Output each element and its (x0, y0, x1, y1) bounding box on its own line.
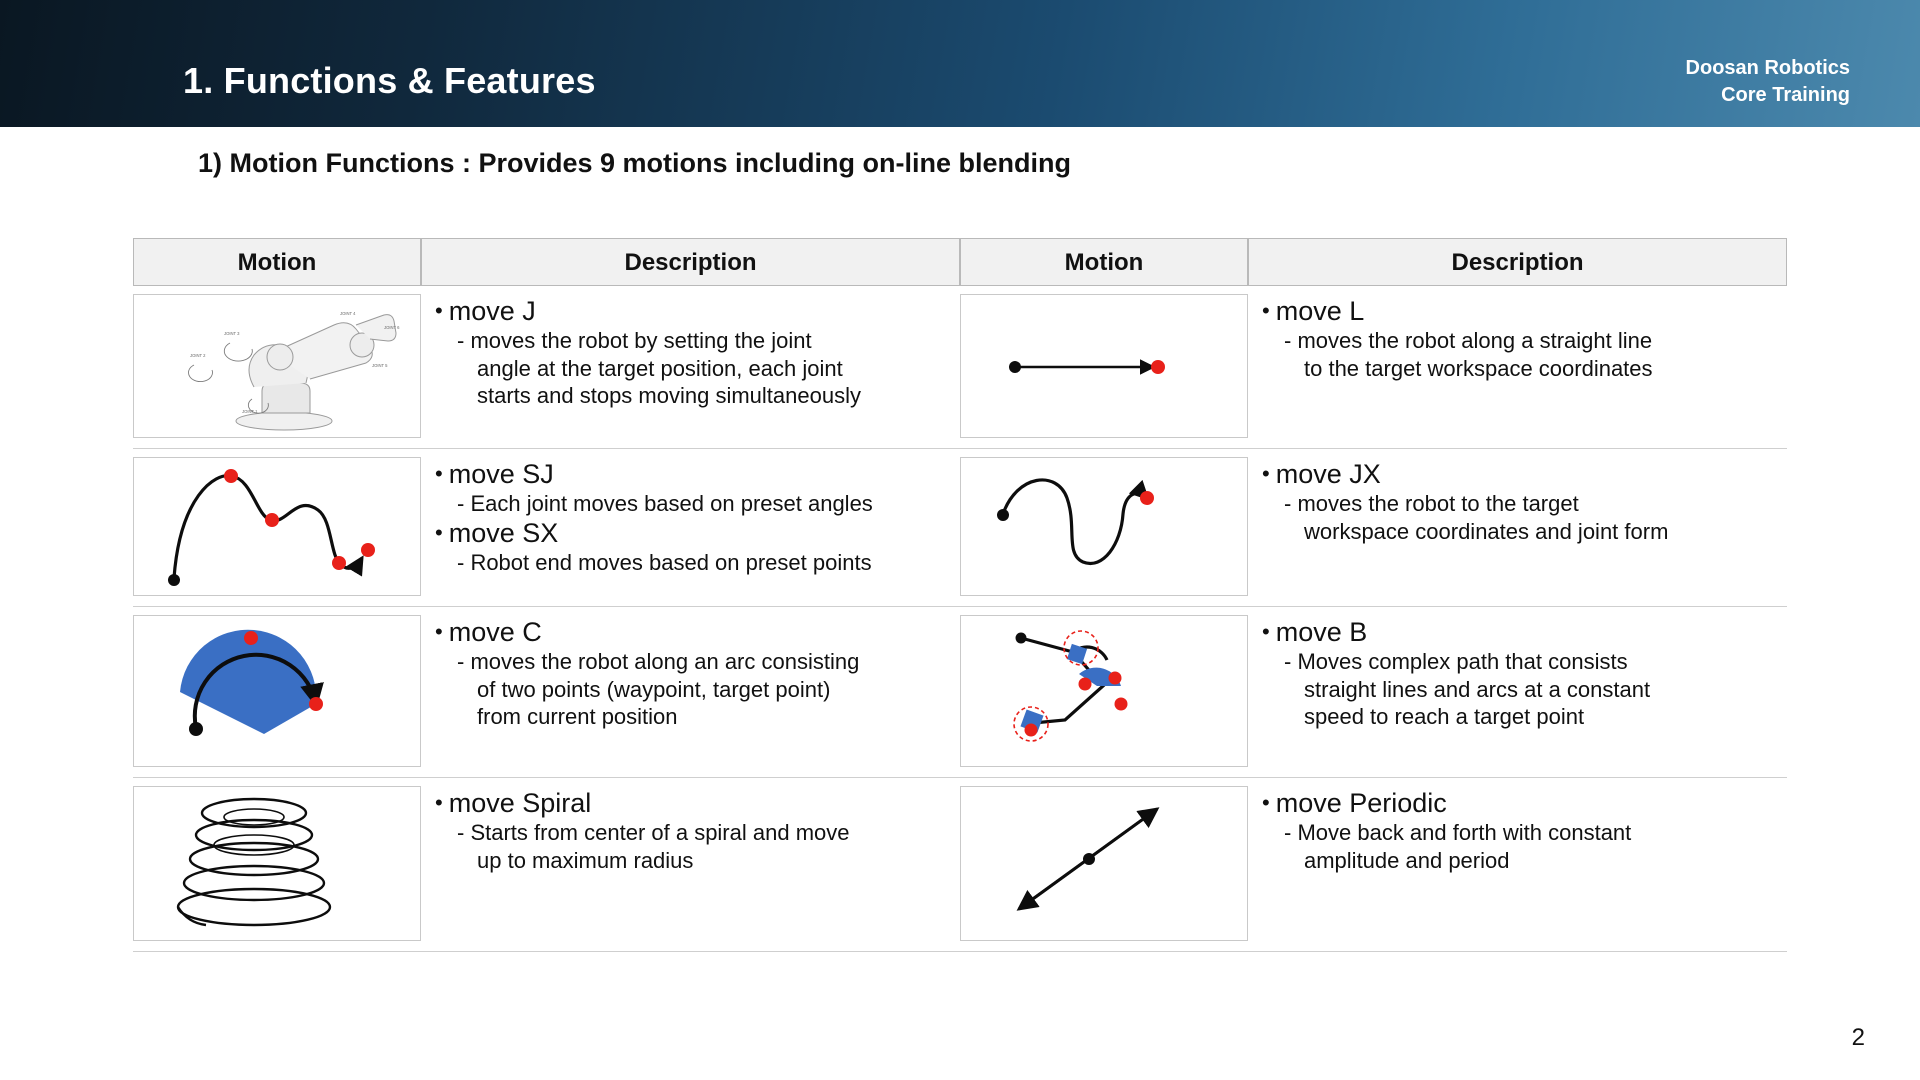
svg-text:JOINT 1: JOINT 1 (242, 409, 258, 414)
motion-graphic-move-jx (960, 457, 1248, 596)
column-header-description-left: Description (421, 238, 960, 286)
motion-detail: speed to reach a target point (1304, 703, 1585, 729)
slide-header-bar (0, 0, 1920, 127)
motion-detail: - Starts from center of a spiral and move (457, 820, 850, 846)
svg-text:JOINT 3: JOINT 3 (224, 331, 240, 336)
brand-line-2: Core Training (1721, 84, 1850, 106)
motion-detail: - moves the robot by setting the joint (457, 328, 812, 354)
svg-text:JOINT 2: JOINT 2 (190, 353, 206, 358)
description-move-l (1248, 286, 1787, 448)
motion-graphic-move-b (960, 615, 1248, 767)
description-move-b (1248, 607, 1787, 777)
description-move-c (421, 607, 960, 777)
svg-text:JOINT 4: JOINT 4 (340, 311, 356, 316)
motion-detail: up to maximum radius (477, 847, 694, 873)
page-number: 2 (1851, 1024, 1865, 1051)
motion-detail: to the target workspace coordinates (1304, 355, 1653, 381)
motion-detail: - moves the robot to the target (1284, 491, 1579, 517)
motion-detail: - Robot end moves based on preset points (457, 549, 872, 575)
brand-line-1: Doosan Robotics (1685, 57, 1850, 79)
table-header-row (133, 238, 1787, 286)
s-curve-diagram (961, 458, 1248, 596)
motion-title: • move C (435, 617, 542, 647)
column-header-motion-left: Motion (133, 238, 421, 286)
motion-graphic-move-sj-sx (133, 457, 421, 596)
page-title: 1. Functions & Features (183, 60, 596, 101)
motion-title: • move L (1262, 296, 1365, 326)
table-row (133, 286, 1787, 449)
motion-detail: - Move back and forth with constant (1284, 820, 1632, 846)
motion-graphic-move-c (133, 615, 421, 767)
motion-graphic-move-periodic (960, 786, 1248, 941)
motion-graphic-move-spiral (133, 786, 421, 941)
table-row (133, 607, 1787, 778)
motion-title: • move Spiral (435, 788, 592, 818)
brand-label (1686, 55, 1850, 109)
motion-detail: angle at the target position, each joint (477, 355, 843, 381)
section-subtitle: 1) Motion Functions : Provides 9 motions including on-line blending (198, 148, 1071, 178)
motion-title: • move SX (435, 517, 559, 548)
table-row (133, 778, 1787, 952)
blended-path-diagram (961, 616, 1248, 767)
robot-arm-joint-diagram (134, 295, 421, 438)
motion-detail: of two points (waypoint, target point) (477, 676, 831, 702)
description-move-spiral (421, 778, 960, 951)
description-move-j (421, 286, 960, 448)
motion-title: • move J (435, 296, 536, 326)
motion-detail: workspace coordinates and joint form (1304, 518, 1669, 544)
motion-title: • move B (1262, 617, 1368, 647)
spiral-coil-diagram (134, 787, 421, 941)
motion-detail: amplitude and period (1304, 847, 1510, 873)
motion-detail: - Each joint moves based on preset angles (457, 491, 873, 517)
motion-title: • move Periodic (1262, 788, 1447, 818)
description-move-jx (1248, 449, 1787, 606)
motion-detail: - moves the robot along an arc consisting (457, 649, 860, 675)
motion-detail: starts and stops moving simultaneously (477, 382, 861, 408)
svg-text:JOINT 5: JOINT 5 (372, 363, 388, 368)
motion-graphic-move-j (133, 294, 421, 438)
arc-sector-diagram (134, 616, 421, 767)
motion-title: • move SJ (435, 459, 554, 489)
spline-waypoints-diagram (134, 458, 421, 596)
motion-detail: - Moves complex path that consists (1284, 649, 1628, 675)
motion-detail: - moves the robot along a straight line (1284, 328, 1653, 354)
double-arrow-periodic-diagram (961, 787, 1248, 941)
svg-text:JOINT 6: JOINT 6 (384, 325, 400, 330)
table-row (133, 449, 1787, 607)
motion-graphic-move-l (960, 294, 1248, 438)
straight-line-arrow-diagram (961, 295, 1248, 438)
column-header-description-right: Description (1248, 238, 1787, 286)
motion-title: • move JX (1262, 459, 1381, 489)
motion-detail: straight lines and arcs at a constant (1304, 676, 1651, 702)
column-header-motion-right: Motion (960, 238, 1248, 286)
motion-functions-table (133, 238, 1787, 952)
motion-detail: from current position (477, 703, 678, 729)
description-move-sj-sx (421, 449, 960, 606)
description-move-periodic (1248, 778, 1787, 951)
